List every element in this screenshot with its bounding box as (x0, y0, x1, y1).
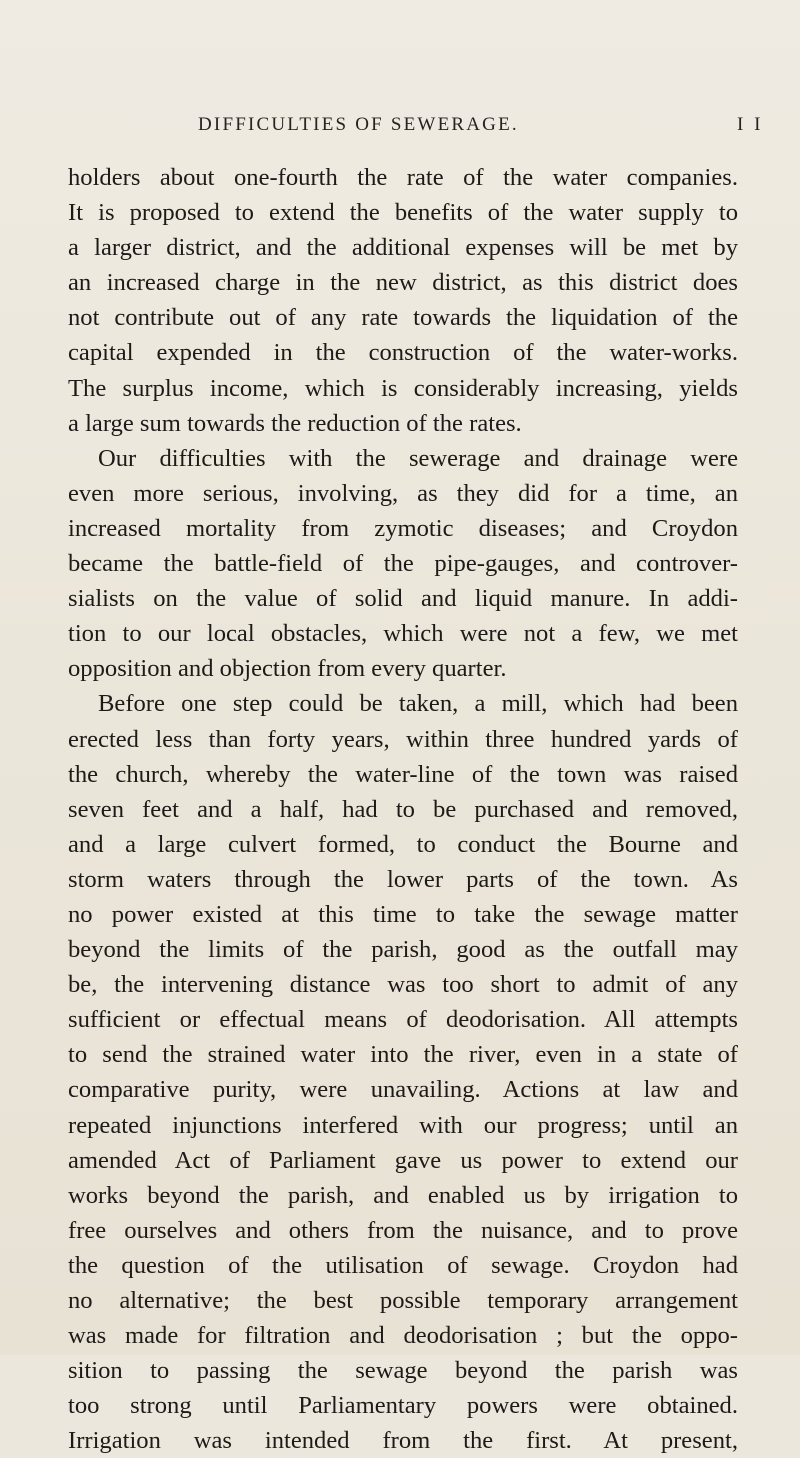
text-line: seven feet and a half, had to be purchased and removed, (68, 795, 738, 823)
text-line: sufficient or effectual means of deodorisation. All attempts (68, 1006, 738, 1034)
text-line: and a large culvert formed, to conduct the Bourne and (68, 830, 738, 858)
text-line: Our difficulties with the sewerage and drainage were (98, 444, 738, 472)
text-line: not contribute out of any rate towards the liquidation of the (68, 304, 738, 332)
text-line: opposition and objection from every quarter. (68, 655, 507, 683)
text-line: an increased charge in the new district, as this district does (68, 269, 738, 297)
text-line: storm waters through the lower parts of the town. As (68, 865, 738, 893)
text-line: Irrigation was intended from the first. At present, (68, 1427, 738, 1455)
text-line: sialists on the value of solid and liquid manure. In addi- (68, 585, 738, 613)
text-line: no power existed at this time to take the sewage matter (68, 900, 738, 928)
text-line: comparative purity, were unavailing. Actions at law and (68, 1076, 738, 1104)
text-line: capital expended in the construction of the water-works. (68, 339, 738, 367)
text-line: no alternative; the best possible temporary arrangement (68, 1287, 738, 1314)
text-line: works beyond the parish, and enabled us by irrigation to (68, 1181, 738, 1209)
body-text (68, 160, 738, 1458)
text-line: was made for filtration and deodorisation ; but the oppo- (68, 1322, 738, 1350)
page-number: I I (737, 114, 764, 135)
text-line: a large sum towards the reduction of the rates. (68, 409, 522, 437)
text-line: tion to our local obstacles, which were not a few, we met (68, 620, 738, 648)
text-line: be, the intervening distance was too short to admit of any (68, 971, 738, 999)
text-line: the church, whereby the water-line of the town was raised (68, 760, 738, 788)
text-line: increased mortality from zymotic diseases; and Croydon (68, 514, 738, 542)
text-line: holders about one-fourth the rate of the water companies. (68, 164, 738, 191)
text-line: The surplus income, which is considerably increasing, yields (68, 374, 738, 402)
text-line: sition to passing the sewage beyond the parish was (68, 1357, 738, 1385)
text-line: Before one step could be taken, a mill, which had been (98, 690, 738, 718)
running-head (0, 114, 800, 144)
text-line: amended Act of Parliament gave us power to extend our (68, 1146, 738, 1174)
text-line: erected less than forty years, within three hundred yards of (68, 725, 738, 753)
text-line: too strong until Parliamentary powers were obtained. (68, 1392, 738, 1420)
text-line: beyond the limits of the parish, good as the outfall may (68, 936, 738, 964)
running-title: DIFFICULTIES OF SEWERAGE. (198, 114, 519, 135)
text-line: repeated injunctions interfered with our progress; until an (68, 1111, 738, 1139)
text-line: It is proposed to extend the benefits of the water supply to (68, 199, 738, 227)
text-line: even more serious, involving, as they did for a time, an (68, 479, 738, 507)
text-line: free ourselves and others from the nuisance, and to prove (68, 1216, 738, 1244)
text-line: to send the strained water into the river, even in a state of (68, 1041, 738, 1069)
text-line: became the battle-field of the pipe-gauges, and controver- (68, 550, 738, 578)
text-line: the question of the utilisation of sewage. Croydon had (68, 1251, 738, 1279)
text-line: a larger district, and the additional expenses will be met by (68, 234, 738, 262)
